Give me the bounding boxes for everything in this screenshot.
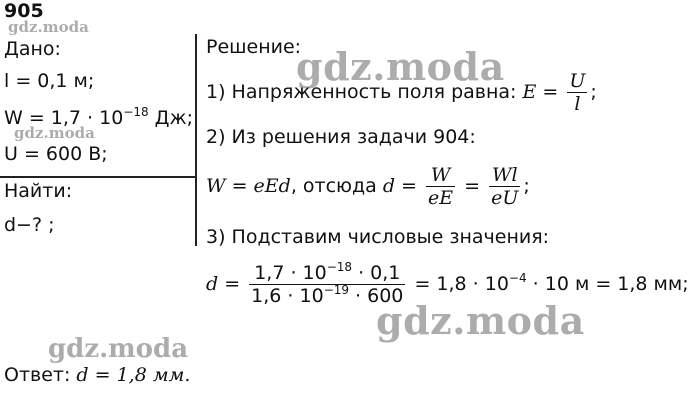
step-2-d: d = <box>382 175 424 197</box>
step-2-fraction-1 <box>426 164 455 209</box>
find-target: d−? ; <box>4 214 55 236</box>
answer <box>4 364 190 386</box>
step-2-energy-eq: W = eEd <box>206 175 291 197</box>
step-3-d: d = <box>206 273 247 295</box>
step-1-text: 1) Напряженность поля равна: <box>206 81 523 103</box>
solution-header: Решение: <box>206 36 302 58</box>
step-2-mid: , отсюда <box>290 175 383 197</box>
step-3-den-base: 1,6 · 10 <box>251 285 324 307</box>
step-2-frac1-denominator: eE <box>428 187 454 209</box>
given-energy-unit: Дж; <box>148 107 194 129</box>
step-2-equals: = <box>458 175 487 197</box>
given-energy-base: W = 1,7 · 10 <box>4 107 124 129</box>
step-2-frac1-numerator: W <box>426 164 455 187</box>
find-header: Найти: <box>4 180 73 202</box>
step-3-numerator <box>249 262 405 285</box>
step-3-den-tail: · 600 <box>349 285 404 307</box>
step-1-denominator: l <box>574 93 581 115</box>
step-3-result-tail: · 10 м = 1,8 мм; <box>526 273 689 295</box>
step-1-fraction <box>567 70 587 115</box>
answer-value: d = 1,8 мм. <box>76 364 191 386</box>
given-find-divider <box>0 176 196 178</box>
given-energy-exponent: −18 <box>123 105 149 119</box>
step-1-numerator: U <box>569 70 586 92</box>
solution-step-2-formula <box>206 164 530 209</box>
step-3-result-exponent: −4 <box>508 271 527 285</box>
watermark-small-given: gdz.moda <box>14 124 95 142</box>
step-2-end: ; <box>523 175 530 197</box>
step-2-frac2-numerator: Wl <box>489 164 520 187</box>
answer-label: Ответ: <box>4 364 77 386</box>
step-1-end: ; <box>590 81 597 103</box>
step-1-lhs: E = <box>522 81 565 103</box>
step-2-fraction-2 <box>489 164 520 209</box>
step-3-num-base: 1,7 · 10 <box>254 262 327 284</box>
given-length: l = 0,1 м; <box>4 70 95 92</box>
watermark-medium-left: gdz.moda <box>48 334 189 364</box>
given-header: Дано: <box>4 38 61 60</box>
step-3-den-exponent: −19 <box>323 283 350 297</box>
solution-step-1 <box>206 70 597 115</box>
solution-step-2-title: 2) Из решения задачи 904: <box>206 126 476 148</box>
watermark-small-top: gdz.moda <box>8 18 89 36</box>
given-voltage: U = 600 В; <box>4 143 108 165</box>
given-solution-divider <box>195 34 197 246</box>
problem-number: 905 <box>4 0 44 22</box>
step-3-result-base: = 1,8 · 10 <box>408 273 509 295</box>
watermark-large-bottom: gdz.moda <box>376 298 585 343</box>
solution-step-3-title: 3) Подставим числовые значения: <box>206 226 550 248</box>
step-3-num-tail: · 0,1 <box>352 262 401 284</box>
step-3-num-exponent: −18 <box>326 260 353 274</box>
watermark-large-top: gdz.moda <box>296 44 505 89</box>
step-2-frac2-denominator: eU <box>491 187 519 209</box>
